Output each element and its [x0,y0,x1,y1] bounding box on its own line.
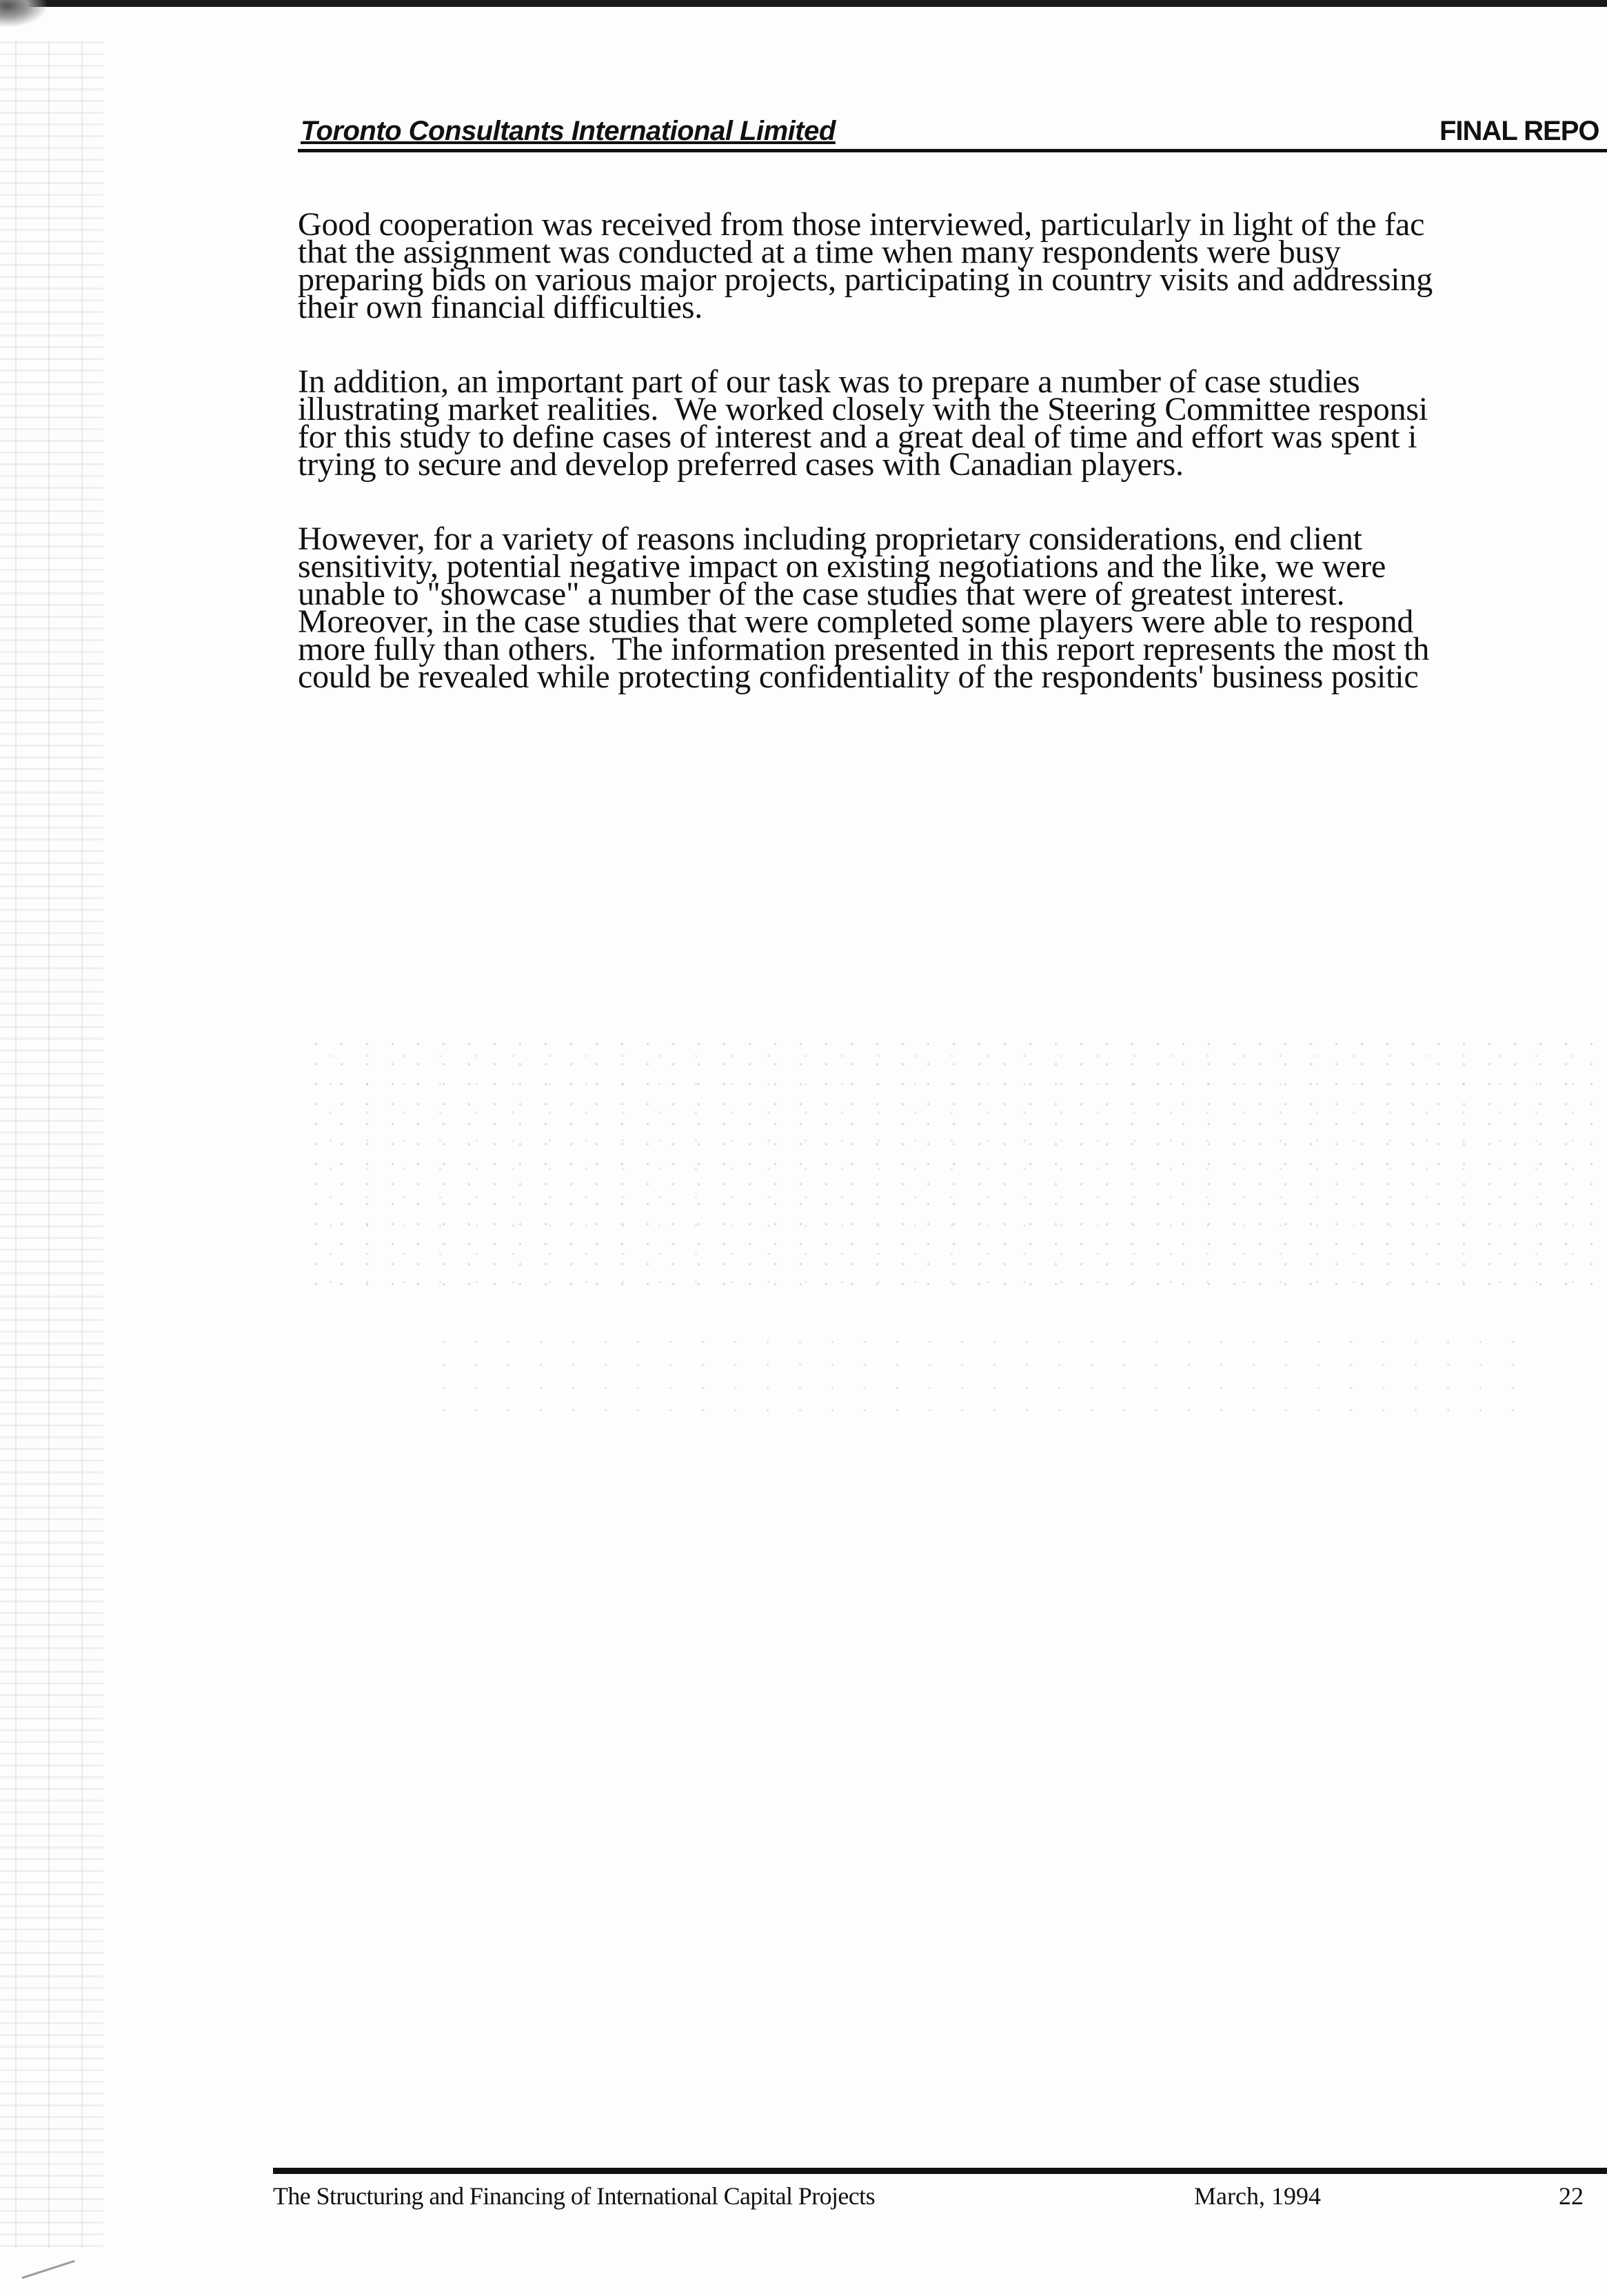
scan-binding-strip [0,41,103,2248]
text-line: In addition, an important part of our task was to prepare a number of case studies [298,363,1360,400]
header-firm-name: Toronto Consultants International Limited [301,116,836,146]
body-text [298,206,1607,738]
scan-noise-lower [427,1331,1530,1413]
scan-bottom-mark [21,2260,74,2279]
scan-noise [303,1034,1599,1296]
text-line: for this study to define cases of interest and a great deal of time and effort was spent i [298,419,1417,455]
paragraph-confidentiality [298,521,1607,695]
text-line: However, for a variety of reasons including proprietary considerations, end client [298,521,1362,557]
text-line: illustrating market realities. We worked closely with the Steering Committee responsi [298,391,1428,427]
text-line: trying to secure and develop preferred cases with Canadian players. [298,446,1184,483]
text-line: unable to "showcase" a number of the case studies that were of greatest interest. [298,576,1345,612]
text-line: their own financial difficulties. [298,289,703,325]
text-line: Moreover, in the case studies that were completed some players were able to respond [298,603,1414,640]
text-line: Good cooperation was received from those interviewed, particularly in light of the fac [298,206,1425,243]
footer-rule [273,2168,1607,2174]
text-line: could be revealed while protecting confidentiality of the respondents' business positic [298,658,1419,695]
text-line: more fully than others. The information presented in this report represents the most th [298,631,1430,667]
paragraph-cooperation [298,206,1607,325]
page-footer [273,2182,1607,2216]
paragraph-case-studies [298,363,1607,483]
text-line: that the assignment was conducted at a time when many respondents were busy [298,234,1341,270]
text-line: preparing bids on various major projects, participating in country visits and addressing [298,261,1433,298]
header-rule [298,149,1607,152]
footer-date: March, 1994 [1194,2182,1321,2210]
page-number: 22 [1559,2182,1584,2210]
scan-top-edge [0,0,1607,7]
scan-corner-smudge [0,0,48,28]
footer-document-title: The Structuring and Financing of International Capital Projects [273,2182,875,2210]
text-line: sensitivity, potential negative impact on existing negotiations and the like, we were [298,548,1386,585]
header-report-title: FINAL REPO [1439,116,1599,146]
